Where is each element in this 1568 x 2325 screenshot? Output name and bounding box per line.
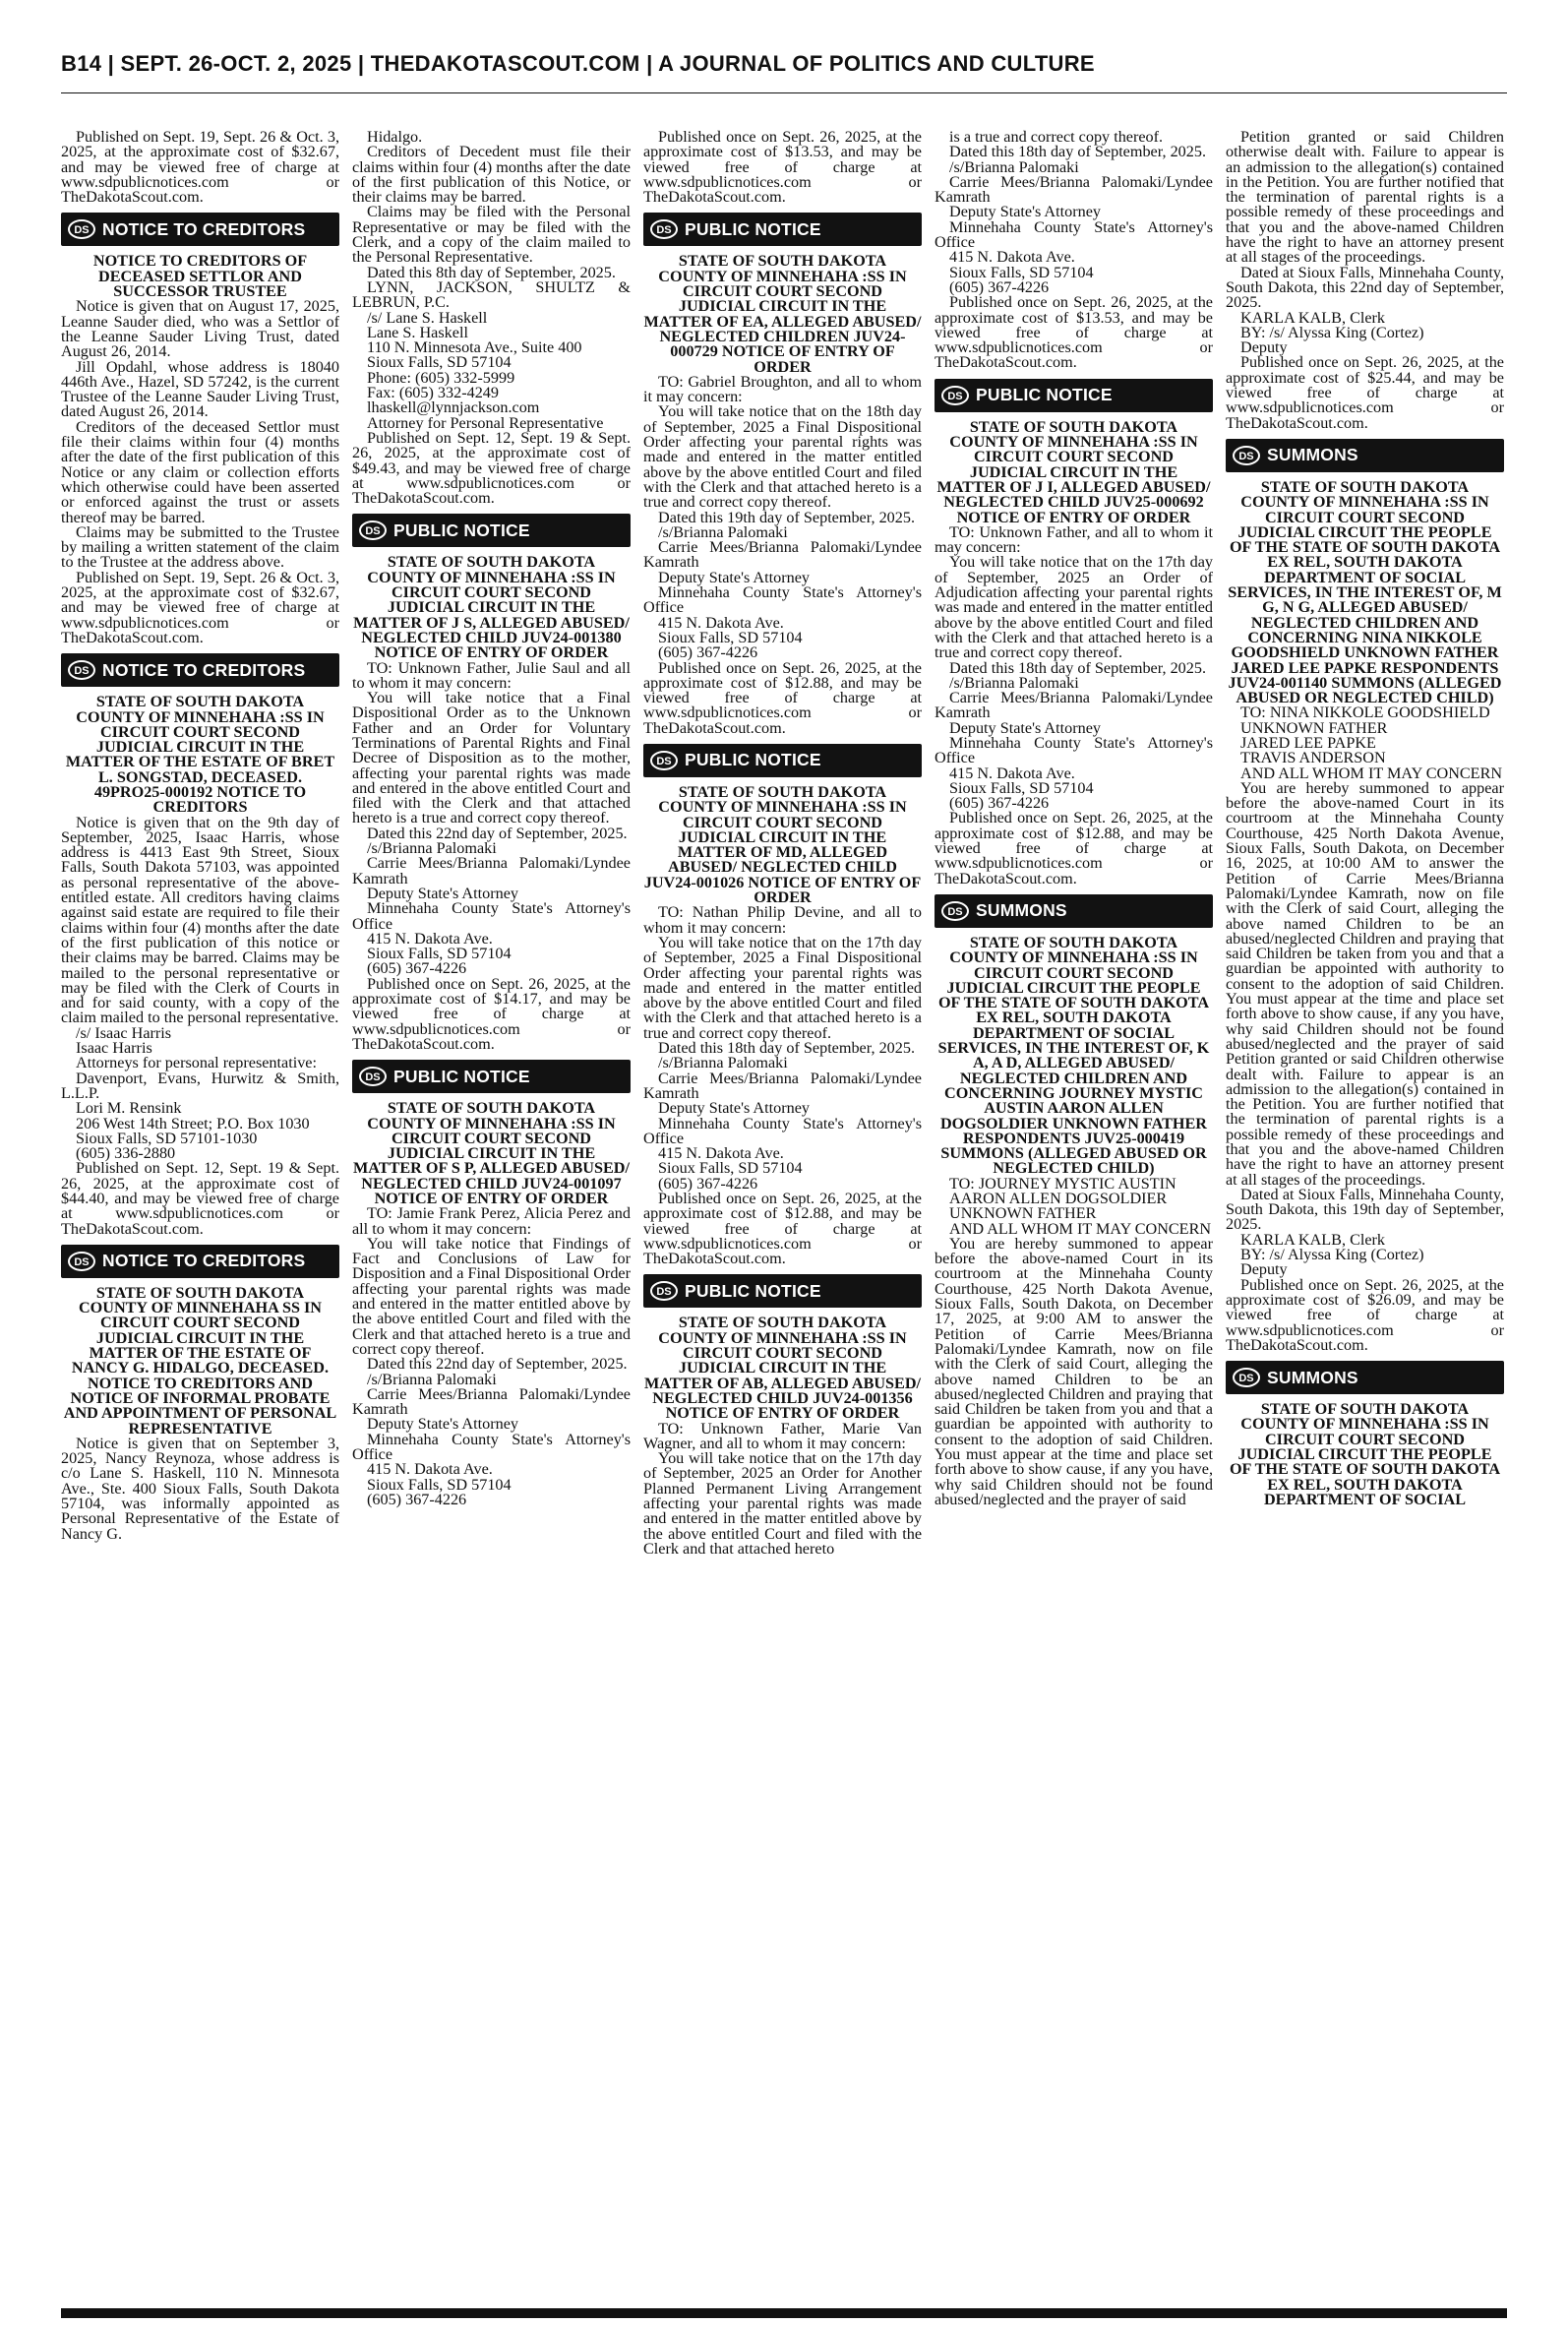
notice-paragraph: Published on Sept. 19, Sept. 26 & Oct. 3, 2025, at the approximate cost of $32.67, and may be viewed free of charge at www.sdpublicnotices.com or TheDakotaScout.com. [61,568,339,646]
notice-paragraph: BY: /s/ Alyssa King (Cortez) [1240,1246,1424,1264]
notice-paragraph: Minnehaha County State's Attorney's Office [643,1114,922,1147]
notice-paragraph: TO: Gabriel Broughton, and all to whom it may concern: [643,372,922,406]
dakota-scout-logo-icon [358,520,388,541]
notice-paragraph: Dated at Sioux Falls, Minnehaha County, South Dakota, this 22nd day of September, 2025. [1226,263,1504,312]
notice-paragraph: Dated this 22nd day of September, 2025. [367,1355,628,1374]
notice-paragraph: You are hereby summoned to appear before the above-named Court in its courtroom at the Minnehaha County Courthouse, 425 North Dakota Avenue, Sioux Falls, South Dakota, on December 17, 2025, at 9:00 AM to answer the Petition of Carrie Mees/Brianna Palomaki/Lyndee Kamrath, now on file with the Clerk of said Court, alleging the above named Children to be an abused/neglected Children and praying that said Children be taken from you and that a guardian be appointed with authority to consent to the adoption of said Children. You must appear at the time and place set forth above to show cause, if any you have, why said Children should not be found abused/neglected and the prayer of said [935,1234,1213,1508]
notice-caption: STATE OF SOUTH DAKOTA COUNTY OF MINNEHAHA :SS IN CIRCUIT COURT SECOND JUDICIAL CIRCUIT IN THE MATTER OF MD, ALLEGED ABUSED/ NEGLECTED CHILD JUV24-001026 NOTICE OF ENTRY OF ORDER [643,782,922,907]
notice-paragraph: LYNN, JACKSON, SHULTZ & LEBRUN, P.C. [352,277,631,312]
dakota-scout-logo-icon [1232,1367,1261,1388]
notice-paragraph: (605) 336-2880 [76,1144,176,1163]
section-header-label: PUBLIC NOTICE [976,385,1113,405]
notice-paragraph: Sioux Falls, SD 57104 [658,1159,803,1178]
notice-paragraph: Minnehaha County State's Attorney's Office [352,899,631,933]
notice-caption: STATE OF SOUTH DAKOTA COUNTY OF MINNEHAHA :SS IN CIRCUIT COURT SECOND JUDICIAL CIRCUIT IN THE MATTER OF AB, ALLEGED ABUSED/ NEGLECTED CHILD JUV24-001356 NOTICE OF ENTRY OF ORDER [643,1314,922,1423]
notice-paragraph: Creditors of Decedent must file their claims within four (4) months after the date of the first publication of this Notice, or their claims may be barred. [352,143,631,207]
section-header-label: PUBLIC NOTICE [393,520,530,540]
notice-caption: STATE OF SOUTH DAKOTA COUNTY OF MINNEHAHA :SS IN CIRCUIT COURT SECOND JUDICIAL CIRCUIT THE PEOPLE OF THE STATE OF SOUTH DAKOTA EX REL, SOUTH DAKOTA DEPARTMENT OF SOCIAL SERVICES, IN THE INTEREST OF, K A, A D, ALLEGED ABUSED/ NEGLECTED CHILDREN AND CONCERNING JOURNEY MYSTIC AUSTIN AARON ALLEN DOGSOLDIER UNKNOWN FATHER RESPONDENTS JUV25-000419 SUMMONS (ALLEGED ABUSED OR NEGLECTED CHILD) [937,933,1210,1178]
svg-text:DS: DS [74,1255,90,1268]
svg-text:DS: DS [74,665,90,678]
notice-paragraph: is a true and correct copy thereof. [949,130,1164,146]
notice-paragraph: Phone: (605) 332-5999 [367,368,515,387]
section-header [352,514,631,547]
notice-paragraph: Deputy State's Attorney [949,718,1101,737]
notice-paragraph: Deputy State's Attorney [367,1415,518,1434]
section-header [61,1245,339,1278]
svg-text:DS: DS [656,1286,672,1299]
notice-paragraph: 415 N. Dakota Ave. [949,248,1075,267]
notice-paragraph: TRAVIS ANDERSON [1240,749,1386,767]
notice-paragraph: /s/Brianna Palomaki [658,1054,788,1072]
section-header [352,1060,631,1093]
notice-paragraph: Deputy State's Attorney [658,568,810,586]
notice-paragraph: (605) 367-4226 [367,959,467,978]
section-header-label: NOTICE TO CREDITORS [102,1251,306,1271]
section-header [61,653,339,687]
notice-paragraph: You will take notice that on the 18th day of September, 2025 a Final Dispositional Order affecting your parental rights was made and entered in the matter entitled above by the above entitled Court and filed with the Clerk and that attached hereto is a true and correct copy thereof. [643,402,922,512]
notice-paragraph: Hidalgo. [367,130,423,146]
dakota-scout-logo-icon [649,1280,679,1302]
notice-paragraph: Published once on Sept. 26, 2025, at the approximate cost of $13.53, and may be viewed free of charge at www.sdpublicnotices.com or TheDakotaScout.com. [935,293,1213,372]
notice-caption: NOTICE TO CREDITORS OF DECEASED SETTLOR AND SUCCESSOR TRUSTEE [92,252,308,301]
section-header [643,1274,922,1308]
section-header-label: PUBLIC NOTICE [685,750,821,770]
column-3 [643,130,922,2299]
section-header-label: SUMMONS [976,900,1067,921]
notice-paragraph: Deputy State's Attorney [367,884,518,902]
notice-paragraph: Notice is given that on September 3, 2025, Nancy Reynoza, whose address is c/o Lane S. Haskell, 110 N. Minnesota Ave., Ste. 400 Sioux Falls, South Dakota 57104, was informally appointed as Personal Representative of the Estate of Nancy G. [61,1434,339,1543]
notice-caption: STATE OF SOUTH DAKOTA COUNTY OF MINNEHAHA :SS IN CIRCUIT COURT SECOND JUDICIAL CIRCUIT IN THE MATTER OF EA, ALLEGED ABUSED/ NEGLECTED CHILDREN JUV24-000729 NOTICE OF ENTRY OF ORDER [643,252,922,376]
notice-paragraph: UNKNOWN FATHER [1240,718,1388,737]
notice-paragraph: You are hereby summoned to appear before the above-named Court in its courtroom at the Minnehaha County Courthouse, 425 North Dakota Avenue, Sioux Falls, South Dakota, on December 16, 2025, at 10:00 AM to answer the Petition of Carrie Mees/Brianna Palomaki/Lyndee Kamrath, now on file with the Clerk of said Court, alleging the above named Children to be an abused/neglected Children and praying that said Children be taken from you and that a guardian be appointed with authority to consent to the adoption of said Children. You must appear at the time and place set forth above to show cause, if any you have, why said Children should not be found abused/neglected and the prayer of said Petition granted or said Children otherwise dealt with. Failure to appear is an admission to the allegation(s) contained in the Petition. You are further notified that the termination of parental rights is a possible remedy of these proceedings and that you and the above-named Children have the right to have an attorney present at all stages of the proceedings. [1226,778,1504,1189]
notice-paragraph: AND ALL WHOM IT MAY CONCERN [1240,764,1503,782]
notice-paragraph: Carrie Mees/Brianna Palomaki/Lyndee Kamrath [935,172,1213,207]
notice-paragraph: Dated this 18th day of September, 2025. [949,143,1206,161]
notice-caption: STATE OF SOUTH DAKOTA COUNTY OF MINNEHAHA :SS IN CIRCUIT COURT SECOND JUDICIAL CIRCUIT THE PEOPLE OF THE STATE OF SOUTH DAKOTA EX REL, SOUTH DAKOTA DEPARTMENT OF SOCIAL SERVICES, IN THE INTEREST OF, M G, N G, ALLEGED ABUSED/ NEGLECTED CHILDREN AND CONCERNING NINA NIKKOLE GOODSHIELD UNKNOWN FATHER JARED LEE PAPKE RESPONDENTS JUV24-001140 SUMMONS (ALLEGED ABUSED OR NEGLECTED CHILD) [1228,477,1502,707]
notice-caption: STATE OF SOUTH DAKOTA COUNTY OF MINNEHAHA :SS IN CIRCUIT COURT SECOND JUDICIAL CIRCUIT IN THE MATTER OF J S, ALLEGED ABUSED/ NEGLECTED CHILD JUV24-001380 NOTICE OF ENTRY OF ORDER [353,553,630,662]
notice-paragraph: TO: JOURNEY MYSTIC AUSTIN [949,1174,1176,1193]
notice-paragraph: 206 West 14th Street; P.O. Box 1030 [76,1114,310,1132]
notice-paragraph: TO: Unknown Father, and all to whom it may concern: [935,522,1213,557]
notice-paragraph: Minnehaha County State's Attorney's Office [643,583,922,617]
notice-paragraph: (605) 367-4226 [949,277,1050,296]
notice-paragraph: Published on Sept. 12, Sept. 19 & Sept. 26, 2025, at the approximate cost of $49.43, and may be viewed free of charge at www.sdpublicnotices.com or TheDakotaScout.com. [352,428,631,508]
notice-paragraph: Carrie Mees/Brianna Palomaki/Lyndee Kamrath [352,1384,631,1419]
notice-paragraph: Published once on Sept. 26, 2025, at the approximate cost of $13.53, and may be viewed free of charge at www.sdpublicnotices.com or TheDakotaScout.com. [643,130,922,207]
section-header-label: SUMMONS [1267,1367,1358,1387]
notice-paragraph: Sioux Falls, SD 57104 [367,945,512,963]
dakota-scout-logo-icon [67,659,96,681]
notice-paragraph: Sioux Falls, SD 57104 [949,778,1094,797]
dakota-scout-logo-icon [940,385,970,406]
svg-text:DS: DS [947,905,963,918]
notice-paragraph: Sioux Falls, SD 57104 [658,628,803,646]
notice-paragraph: TO: Unknown Father, Marie Van Wagner, and all to whom it may concern: [643,1419,922,1452]
notice-paragraph: Dated at Sioux Falls, Minnehaha County, South Dakota, this 19th day of September, 2025. [1226,1185,1504,1234]
notice-paragraph: Claims may be filed with the Personal Representative or may be filed with the Clerk, and a copy of the claim mailed to the Personal Representative. [352,203,631,267]
notice-paragraph: Isaac Harris [76,1039,152,1058]
notice-paragraph: Dated this 18th day of September, 2025. [658,1039,915,1058]
notice-caption: STATE OF SOUTH DAKOTA COUNTY OF MINNEHAHA :SS IN CIRCUIT COURT SECOND JUDICIAL CIRCUIT THE PEOPLE OF THE STATE OF SOUTH DAKOTA EX REL, SOUTH DAKOTA DEPARTMENT OF SOCIAL [1229,1400,1501,1508]
notice-paragraph: Jill Opdahl, whose address is 18040 446th Ave., Hazel, SD 57242, is the current Trustee of the Leanne Sauder Living Trust, dated August 26, 2014. [61,357,339,421]
notice-paragraph: Claims may be submitted to the Trustee by mailing a written statement of the claim to the Trustee at the address above. [61,522,339,572]
notice-paragraph: KARLA KALB, Clerk [1240,308,1386,327]
notice-caption: STATE OF SOUTH DAKOTA COUNTY OF MINNEHAHA :SS IN CIRCUIT COURT SECOND JUDICIAL CIRCUIT IN THE MATTER OF THE ESTATE OF BRET L. SONGSTAD, DECEASED. 49PRO25-000192 NOTICE TO CREDITORS [65,693,335,817]
notice-paragraph: Carrie Mees/Brianna Palomaki/Lyndee Kamrath [643,538,922,572]
notice-paragraph: Minnehaha County State's Attorney's Office [352,1430,631,1464]
notice-paragraph: (605) 367-4226 [658,643,758,662]
notice-paragraph: 415 N. Dakota Ave. [367,929,493,948]
notice-paragraph: Davenport, Evans, Hurwitz & Smith, L.L.P. [61,1069,339,1102]
notice-paragraph: Sioux Falls, SD 57104 [367,1475,512,1494]
notice-paragraph: Deputy State's Attorney [658,1099,810,1118]
column-2 [352,130,631,2299]
svg-text:DS: DS [947,390,963,402]
column-1 [61,130,339,2299]
notice-paragraph: Minnehaha County State's Attorney's Office [935,733,1213,767]
svg-text:DS: DS [1238,450,1254,462]
notice-paragraph: Dated this 22nd day of September, 2025. [367,824,628,842]
notice-paragraph: Carrie Mees/Brianna Palomaki/Lyndee Kamrath [643,1069,922,1102]
notice-caption: STATE OF SOUTH DAKOTA COUNTY OF MINNEHAHA SS IN CIRCUIT COURT SECOND JUDICIAL CIRCUIT IN THE MATTER OF THE ESTATE OF NANCY G. HIDALGO, DECEASED. NOTICE TO CREDITORS AND NOTICE OF INFORMAL PROBATE AND APPOINTMENT OF PERSONAL REPRESENTATIVE [63,1283,337,1438]
dakota-scout-logo-icon [649,750,679,771]
notice-paragraph: Attorneys for personal representative: [76,1054,317,1072]
notice-caption: STATE OF SOUTH DAKOTA COUNTY OF MINNEHAHA :SS IN CIRCUIT COURT SECOND JUDICIAL CIRCUIT IN THE MATTER OF J I, ALLEGED ABUSED/ NEGLECTED CHILD JUV25-000692 NOTICE OF ENTRY OF ORDER [936,417,1211,526]
notice-paragraph: /s/Brianna Palomaki [658,522,788,541]
notice-paragraph: Published once on Sept. 26, 2025, at the approximate cost of $12.88, and may be viewed free of charge at www.sdpublicnotices.com or TheDakotaScout.com. [643,1190,922,1268]
notice-paragraph: Deputy State's Attorney [949,203,1101,221]
notice-paragraph: Deputy [1240,338,1288,357]
notice-paragraph: BY: /s/ Alyssa King (Cortez) [1240,323,1424,341]
notice-caption: STATE OF SOUTH DAKOTA COUNTY OF MINNEHAHA :SS IN CIRCUIT COURT SECOND JUDICIAL CIRCUIT IN THE MATTER OF S P, ALLEGED ABUSED/ NEGLECTED CHILD JUV24-001097 NOTICE OF ENTRY OF ORDER [353,1099,630,1207]
section-header [643,213,922,246]
notice-paragraph: Published once on Sept. 26, 2025, at the approximate cost of $25.44, and may be viewed free of charge at www.sdpublicnotices.com or TheDakotaScout.com. [1226,353,1504,432]
notice-paragraph: (605) 367-4226 [949,794,1050,813]
notice-paragraph: UNKNOWN FATHER [949,1204,1097,1223]
notice-paragraph: Notice is given that on the 9th day of September, 2025, Isaac Harris, whose address is 4413 East 9th Street, Sioux Falls, South Dakota 57103, was appointed as personal representative of the above-entitled estate. All creditors having claims against said estate are required to file their claims within four (4) months after the date of the first publication of this notice or their claims may be barred. Claims may be mailed to the personal representative or may be filed with the Clerk of Courts in and for said county, with a copy of the claim mailed to the personal representative. [61,813,339,1027]
notice-paragraph: Deputy [1240,1260,1288,1279]
svg-text:DS: DS [365,1071,381,1084]
notice-paragraph: 415 N. Dakota Ave. [367,1460,493,1479]
notice-columns [61,130,1507,2299]
section-header-label: NOTICE TO CREDITORS [102,218,306,239]
section-header [643,744,922,777]
notice-paragraph: Attorney for Personal Representative [367,413,604,432]
notice-paragraph: /s/ Lane S. Haskell [367,308,488,327]
notice-paragraph: Notice is given that on August 17, 2025, Leanne Sauder died, who was a Settlor of the Leanne Sauder Living Trust, dated August 26, 2014. [61,297,339,361]
notice-paragraph: AND ALL WHOM IT MAY CONCERN [949,1219,1212,1238]
notice-paragraph: Fax: (605) 332-4249 [367,384,499,402]
section-header-label: PUBLIC NOTICE [685,218,821,239]
notice-paragraph: 110 N. Minnesota Ave., Suite 400 [367,338,582,357]
dakota-scout-logo-icon [649,218,679,240]
notice-paragraph: Sioux Falls, SD 57101-1030 [76,1129,258,1147]
notice-paragraph: Published on Sept. 12, Sept. 19 & Sept. 26, 2025, at the approximate cost of $44.40, and may be viewed free of charge at www.sdpublicnotices.com or TheDakotaScout.com. [61,1159,339,1238]
section-header [1226,439,1504,472]
section-header-label: SUMMONS [1267,445,1358,465]
svg-text:DS: DS [1238,1373,1254,1385]
notice-paragraph: Carrie Mees/Brianna Palomaki/Lyndee Kamrath [352,854,631,887]
notice-paragraph: Dated this 8th day of September, 2025. [367,263,616,281]
svg-text:DS: DS [74,224,90,237]
notice-paragraph: You will take notice that on the 17th day of September, 2025 an Order for Another Planned Permanent Living Arrangement affecting your parental rights was made and entered in the matter entitled above by the above entitled Court and filed with the Clerk and that attached hereto [643,1449,922,1558]
notice-paragraph: TO: Unknown Father, Julie Saul and all to whom it may concern: [352,658,631,692]
column-4 [935,130,1213,2299]
svg-text:DS: DS [365,525,381,538]
notice-paragraph: Published once on Sept. 26, 2025, at the approximate cost of $12.88, and may be viewed free of charge at www.sdpublicnotices.com or TheDakotaScout.com. [935,809,1213,887]
notice-paragraph: You will take notice that a Final Dispositional Order as to the Unknown Father and an Order for Voluntary Terminations of Parental Rights and Final Decree of Disposition as to the mother, affecting your parental rights was made and entered in the above entitled Court and filed with the Clerk and that attached hereto is a true and correct copy thereof. [352,689,631,827]
svg-text:DS: DS [656,755,672,767]
column-5 [1226,130,1504,2299]
notice-paragraph: AARON ALLEN DOGSOLDIER [949,1190,1168,1207]
notice-paragraph: Lane S. Haskell [367,323,468,341]
notice-paragraph: Published on Sept. 19, Sept. 26 & Oct. 3, 2025, at the approximate cost of $32.67, and may be viewed free of charge at www.sdpublicnotices.com or TheDakotaScout.com. [61,130,339,207]
notice-paragraph: Dated this 19th day of September, 2025. [658,508,915,526]
notice-paragraph: 415 N. Dakota Ave. [658,613,784,632]
notice-paragraph: TO: Nathan Philip Devine, and all to whom it may concern: [643,903,922,937]
notice-paragraph: 415 N. Dakota Ave. [658,1144,784,1163]
notice-paragraph: Creditors of the deceased Settlor must file their claims within four (4) months after the date of the first publication of this Notice or any claim or collection efforts which otherwise could have been asserted or enforced against the trust or assets thereof may be barred. [61,417,339,526]
notice-paragraph: /s/ Isaac Harris [76,1023,172,1042]
notice-paragraph: You will take notice that on the 17th day of September, 2025 an Order of Adjudication affecting your parental rights was made and entered in the matter entitled above by the above entitled Court and filed with the Clerk and that attached hereto is a true and correct copy thereof. [935,553,1213,662]
notice-paragraph: /s/Brianna Palomaki [949,673,1079,692]
svg-text:DS: DS [656,224,672,237]
section-header [935,379,1213,412]
notice-paragraph: Carrie Mees/Brianna Palomaki/Lyndee Kamrath [935,689,1213,722]
dakota-scout-logo-icon [67,1251,96,1272]
notice-paragraph: Published once on Sept. 26, 2025, at the approximate cost of $14.17, and may be viewed free of charge at www.sdpublicnotices.com or TheDakotaScout.com. [352,974,631,1053]
dakota-scout-logo-icon [940,900,970,922]
notice-paragraph: (605) 367-4226 [367,1490,467,1508]
notice-paragraph: 415 N. Dakota Ave. [949,764,1075,782]
notice-paragraph: Lori M. Rensink [76,1099,182,1118]
notice-paragraph: TO: Jamie Frank Perez, Alicia Perez and all to whom it may concern: [352,1204,631,1238]
masthead-rule [61,92,1507,93]
section-header-label: PUBLIC NOTICE [393,1066,530,1086]
dakota-scout-logo-icon [67,218,96,240]
notice-paragraph: You will take notice that on the 17th day of September, 2025 a Final Dispositional Order affecting your parental rights was made and entered in the matter entitled above by the above entitled Court and filed with the Clerk and that attached hereto is a true and correct copy thereof. [643,933,922,1042]
notice-paragraph: Sioux Falls, SD 57104 [367,353,512,372]
notice-paragraph: Petition granted or said Children otherwise dealt with. Failure to appear is an admission to the allegation(s) contained in the Petition. You are further notified that the termination of parental rights is a possible remedy of these proceedings and that you and the above-named Children have the right to have an attorney present at all stages of the proceedings. [1226,130,1504,267]
section-header [61,213,339,246]
notice-paragraph: You will take notice that Findings of Fact and Conclusions of Law for Disposition and a Final Dispositional Order affecting your parental rights was made and entered in the matter entitled above by the above entitled Court and filed with the Clerk and that attached hereto is a true and correct copy thereof. [352,1234,631,1358]
bottom-rule [61,2308,1507,2318]
notice-paragraph: Dated this 18th day of September, 2025. [949,658,1206,677]
notice-paragraph: Published once on Sept. 26, 2025, at the approximate cost of $26.09, and may be viewed free of charge at www.sdpublicnotices.com or TheDakotaScout.com. [1226,1275,1504,1354]
section-header [935,894,1213,928]
notice-paragraph: /s/Brianna Palomaki [949,157,1079,176]
notice-paragraph: JARED LEE PAPKE [1240,733,1376,752]
notice-paragraph: lhaskell@lynnjackson.com [367,398,540,417]
notice-paragraph: Published once on Sept. 26, 2025, at the approximate cost of $12.88, and may be viewed free of charge at www.sdpublicnotices.com or TheDakotaScout.com. [643,658,922,737]
notice-paragraph: KARLA KALB, Clerk [1240,1230,1386,1249]
notice-paragraph: (605) 367-4226 [658,1174,758,1193]
notice-paragraph: /s/Brianna Palomaki [367,1370,497,1388]
dakota-scout-logo-icon [358,1066,388,1087]
notice-paragraph: /s/Brianna Palomaki [367,839,497,858]
notice-paragraph: TO: NINA NIKKOLE GOODSHIELD [1240,704,1490,722]
section-header-label: PUBLIC NOTICE [685,1280,821,1301]
dakota-scout-logo-icon [1232,445,1261,466]
notice-paragraph: Sioux Falls, SD 57104 [949,263,1094,281]
section-header [1226,1361,1504,1394]
section-header-label: NOTICE TO CREDITORS [102,659,306,680]
notice-paragraph: Minnehaha County State's Attorney's Office [935,217,1213,252]
page-masthead: B14 | SEPT. 26-OCT. 2, 2025 | THEDAKOTASCOUT.COM | A JOURNAL OF POLITICS AND CULTURE [61,51,1095,76]
